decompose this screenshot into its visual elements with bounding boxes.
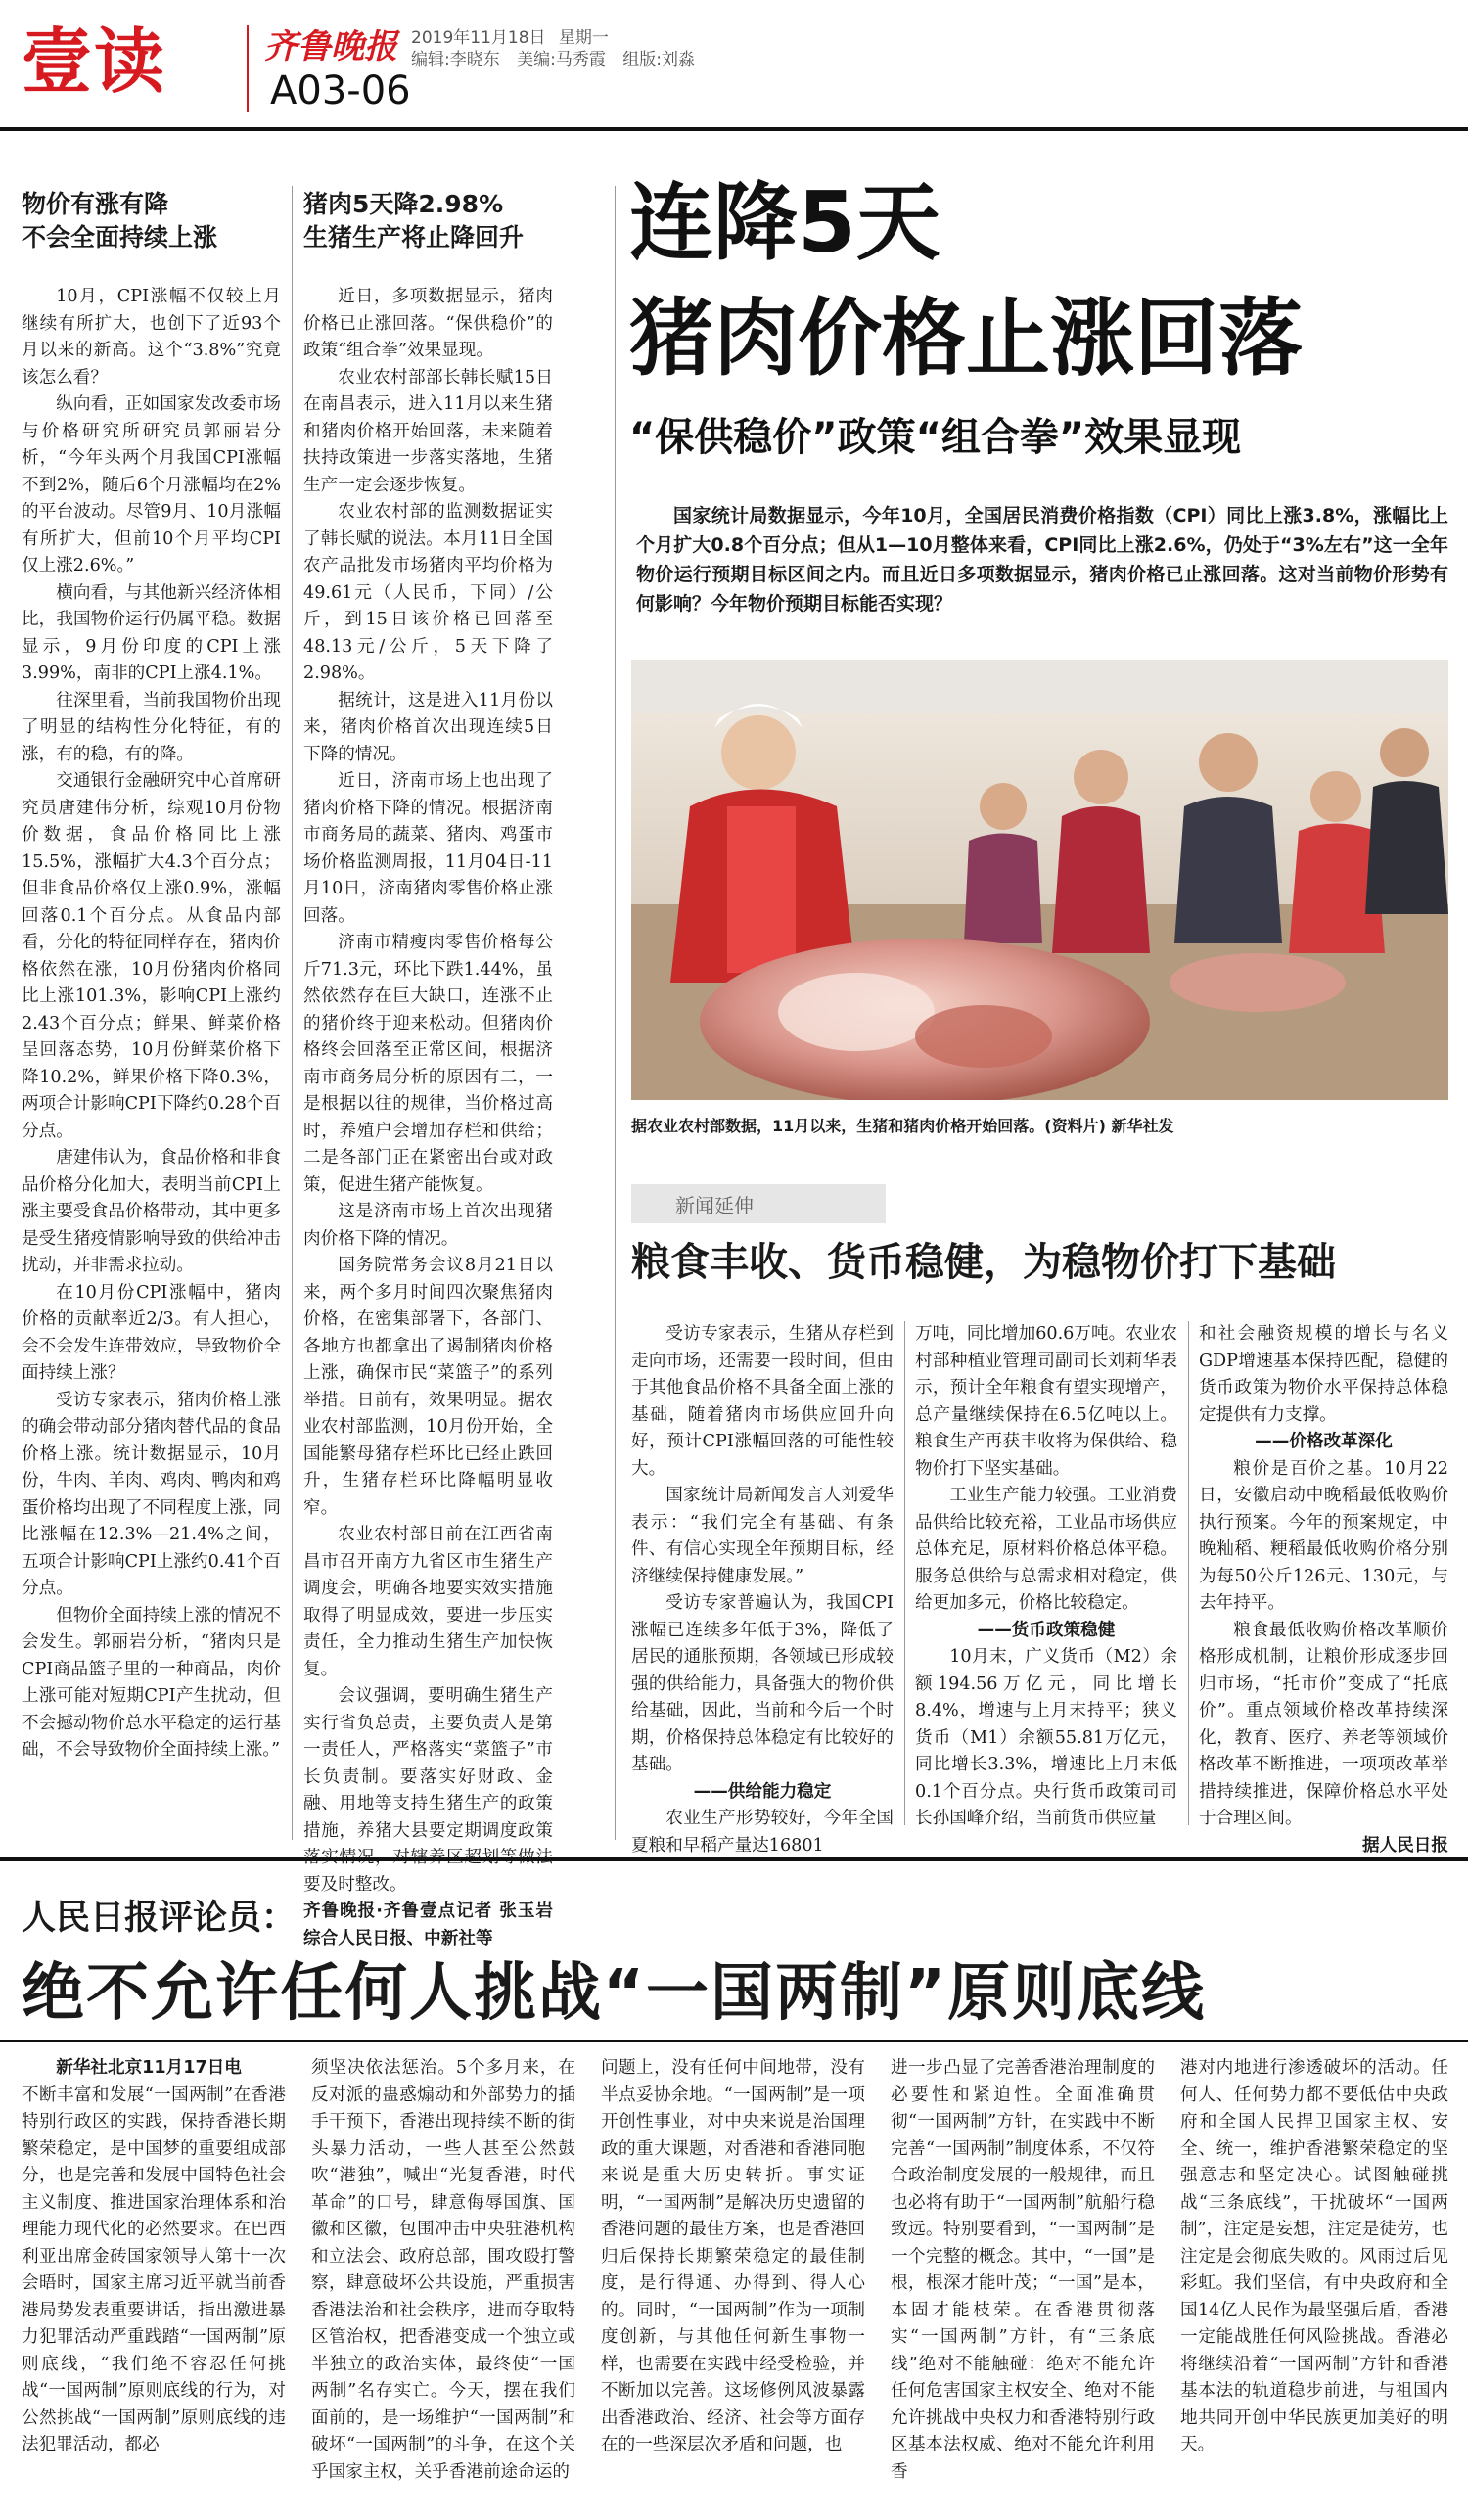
paragraph: 须坚决依法惩治。5个多月来，在反对派的蛊惑煽动和外部势力的插手干预下，香港出现持续不断的街头暴力活动，一些人甚至公然鼓吹“港独”，喊出“光复香港，时代革命”的口号，肆意侮辱国旗、国徽和区徽，包围冲击中央驻港机构和立法会、政府总部，围攻殴打警察，肆意破坏公共设施，严重损害香港法治和社会秩序，进而夺取特区管治权，把香港变成一个独立或半独立的政治实体，最终使“一国两制”名存实亡。今天，摆在我们面前的，是一场维护“一国两制”和破坏“一国两制”的斗争，在这个关乎国家主权，关乎香港前途命运的: [311, 2058, 575, 2482]
section-tag: 新闻延伸: [675, 1194, 754, 1217]
paragraph: 农业农村部部长韩长赋15日在南昌表示，进入11月以来生猪和猪肉价格开始回落，未来随着扶持政策进一步落实落地，生猪生产一定会逐步恢复。: [303, 367, 553, 495]
extension-headline: 粮食丰收、货币稳健，为稳物价打下基础: [631, 1240, 1336, 1285]
subhead-money: ——货币政策稳健: [977, 1620, 1116, 1640]
paragraph: 工业生产能力较强。工业消费品供给比较充裕，工业品市场供应总体充足，原材料价格总体平稳。服务总供给与总需求相对稳定，供给更加多元，价格比较稳定。: [915, 1486, 1177, 1613]
header-divider: [247, 25, 249, 112]
paragraph: 粮食最低收购价格改革顺价格形成机制，让粮价形成逐步回归市场，“托市价”变成了“托底价”。重点领域价格改革持续深化，教育、医疗、养老等领域价格改革不断推进，一项项改革举措持续推进，保障价格总水平处于合理区间。: [1199, 1620, 1448, 1828]
paragraph: 国家统计局新闻发言人刘爱华表示：“我们完全有基础、有条件、有信心实现全年预期目标，经济继续保持健康发展。”: [631, 1486, 894, 1586]
column-divider: [615, 186, 616, 1840]
extension-col-b: [915, 1321, 1177, 1833]
commentary-col-5: [1180, 2055, 1448, 2459]
commentary-headline: 绝不允许任何人挑战“一国两制”原则底线: [22, 1957, 1207, 2030]
paragraph: 纵向看，正如国家发改委市场与价格研究所研究员郭丽岩分析，“今年头两个月我国CPI涨幅不到2%，随后6个月涨幅均在2%的平台波动。尽管9月、10月涨幅有所扩大，但前10个月平均CPI仅上涨2.6%。”: [22, 394, 281, 575]
paragraph: 这是济南市场上首次出现猪肉价格下降的情况。: [303, 1202, 553, 1249]
paragraph: 据统计，这是进入11月份以来，猪肉价格首次出现连续5日下降的情况。: [303, 690, 553, 764]
paragraph: 农业生产形势较好，今年全国夏粮和早稻产量达16801: [631, 1809, 894, 1856]
col2-headline-line1: 猪肉5天降2.98%: [303, 190, 504, 218]
paragraph: 和社会融资规模的增长与名义GDP增速基本保持匹配，稳健的货币政策为物价水平保持总体稳定提供有力支撑。: [1199, 1324, 1448, 1425]
commentary-col-3: [601, 2055, 865, 2459]
pork-market-image: [631, 660, 1448, 1100]
paragraph: 港对内地进行渗透破坏的活动。任何人、任何势力都不要低估中央政府和全国人民捍卫国家主权、安全、统一，维护香港繁荣稳定的坚强意志和坚定决心。试图触碰挑战“三条底线”，干扰破坏“一国两制”，注定是妄想，注定是徒劳，也注定是会彻底失败的。风雨过后见彩虹。我们坚信，有中央政府和全国14亿人民作为最坚强后盾，香港一定能战胜任何风险挑战。香港必将继续沿着“一国两制”方针和香港基本法的轨道稳步前进，与祖国内地共同开创中华民族更加美好的明天。: [1180, 2058, 1448, 2454]
paragraph: 10月，CPI涨幅不仅较上月继续有所扩大，也创下了近93个月以来的新高。这个“3.8%”究竟该怎么看？: [22, 287, 281, 388]
paragraph: 往深里看，当前我国物价出现了明显的结构性分化特征，有的涨，有的稳，有的降。: [22, 690, 281, 764]
paragraph: 在10月份CPI涨幅中，猪肉价格的贡献率近2/3。有人担心，会不会发生连带效应，导致物价全面持续上涨？: [22, 1282, 281, 1383]
commentary-kicker: 人民日报评论员：: [22, 1899, 297, 1938]
extension-col-a: [631, 1321, 894, 1859]
subhead-grain: ——供给能力稳定: [693, 1781, 832, 1802]
section-brand: 壹读: [22, 21, 167, 103]
paragraph: 横向看，与其他新兴经济体相比，我国物价运行仍属平稳。数据显示，9月份印度的CPI上涨3.99%，南非的CPI上涨4.1%。: [22, 582, 281, 683]
main-headline-line2: 猪肉价格止涨回落: [629, 290, 1303, 388]
paragraph: 进一步凸显了完善香港治理制度的必要性和紧迫性。全面准确贯彻“一国两制”方针，在实践中不断完善“一国两制”制度体系，不仅符合政治制度发展的一般规律，而且也必将有助于“一国两制”航船行稳致远。特别要看到，“一国两制”是一个完整的概念。其中，“一国”是根，根深才能叶茂；“一国”是本，本固才能枝荣。在香港贯彻落实“一国两制”方针，有“三条底线”绝对不能触碰：绝对不能允许任何危害国家主权安全、绝对不能允许挑战中央权力和香港特别行政区基本法权威、绝对不能允许利用香: [891, 2058, 1155, 2482]
paragraph: 唐建伟认为，食品价格和非食品价格分化加大，表明当前CPI上涨主要受食品价格带动，其中更多是受生猪疫情影响导致的供给冲击扰动，并非需求拉动。: [22, 1148, 281, 1275]
paragraph: 济南市精瘦肉零售价格每公斤71.3元，环比下跌1.44%，虽然依然存在巨大缺口，连涨不止的猪价终于迎来松动。但猪肉价格终会回落至正常区间，根据济南市商务局分析的原因有二，一是根据以往的规律，当价格过高时，养殖户会增加存栏和供给；二是各部门正在紧密出台或对政策，促进生猪产能恢复。: [303, 933, 553, 1195]
article-col-1: [22, 188, 281, 1764]
paragraph: 交通银行金融研究中心首席研究员唐建伟分析，综观10月份物价数据，食品价格同比上涨15.5%，涨幅扩大4.3个百分点；但非食品价格仅上涨0.9%，涨幅回落0.1个百分点。从食品内部看，分化的特征同样存在，猪肉价格依然在涨，10月份猪肉价格同比上涨101.3%，影响CPI上涨约2.43个百分点；鲜果、鲜菜价格呈回落态势，10月份鲜菜价格下降10.2%，鲜果价格下降0.3%，两项合计影响CPI下降约0.28个百分点。: [22, 771, 281, 1141]
main-subtitle: “保供稳价”政策“组合拳”效果显现: [629, 415, 1242, 460]
page-number: A03-06: [270, 69, 411, 114]
lead-paragraph: 国家统计局数据显示，今年10月，全国居民消费价格指数（CPI）同比上涨3.8%，涨幅比上个月扩大0.8个百分点；但从1—10月整体来看，CPI同比上涨2.6%，仍处于“3%左右”这一全年物价运行预期目标区间之内。而且近日多项数据显示，猪肉价格已止涨回落。这对当前物价形势有何影响？今年物价预期目标能否实现？: [636, 505, 1448, 615]
paragraph: 近日，多项数据显示，猪肉价格已止涨回落。“保供稳价”的政策“组合拳”效果显现。: [303, 287, 553, 360]
paragraph: 受访专家普遍认为，我国CPI涨幅已连续多年低于3%，降低了居民的通胀预期，各领域已形成较强的供给能力，具备强大的物价供给基础，因此，当前和今后一个时期，价格保持总体稳定有比较好的基础。: [631, 1593, 894, 1774]
paragraph: 问题上，没有任何中间地带，没有半点妥协余地。“一国两制”是一项开创性事业，对中央来说是治国理政的重大课题，对香港和香港同胞来说是重大历史转折。事实证明，“一国两制”是解决历史遗留的香港问题的最佳方案，也是香港回归后保持长期繁荣稳定的最佳制度，是行得通、办得到、得人心的。同时，“一国两制”作为一项制度创新，与其他任何新生事物一样，也需要在实践中经受检验，并不断加以完善。这场修例风波暴露出香港政治、经济、社会等方面存在的一些深层次矛盾和问题，也: [601, 2058, 865, 2454]
paragraph: 粮价是百价之基。10月22日，安徽启动中晚稻最低收购价执行预案。今年的预案规定，中晚籼稻、粳稻最低收购价格分别为每50公斤126元、130元，与去年持平。: [1199, 1458, 1448, 1613]
col1-headline-line1: 物价有涨有降: [22, 190, 169, 218]
paragraph: 农业农村部的监测数据证实了韩长赋的说法。本月11日全国农产品批发市场猪肉平均价格为49.61元（人民币，下同）/公斤，到15日该价格已回落至48.13元/公斤，5天下降了2.98%。: [303, 502, 553, 683]
main-headline-line1: 连降5天: [629, 174, 940, 272]
column-divider: [904, 1321, 905, 1825]
commentary-col-2: [311, 2055, 575, 2486]
paragraph: 受访专家表示，生猪从存栏到走向市场，还需要一段时间，但由于其他食品价格不具备全面上涨的基础，随着猪肉市场供应回升向好，预计CPI涨幅回落的可能性较大。: [631, 1324, 894, 1479]
col1-headline-line2: 不会全面持续上涨: [22, 223, 218, 252]
headline-rule: [0, 2040, 1468, 2042]
col2-headline-line2: 生猪生产将止降回升: [303, 223, 525, 252]
paragraph: 近日，济南市场上也出现了猪肉价格下降的情况。根据济南市商务局的蔬菜、猪肉、鸡蛋市场价格监测周报，11月04日-11月10日，济南猪肉零售价格止涨回落。: [303, 771, 553, 926]
photo-caption: 据农业农村部数据，11月以来，生猪和猪肉价格开始回落。(资料片) 新华社发: [631, 1117, 1174, 1135]
commentary-col-1: [22, 2055, 286, 2459]
article-byline: 齐鲁晚报·齐鲁壹点记者 张玉岩综合人民日报、中新社等: [303, 1901, 553, 1948]
market-photo: [631, 660, 1448, 1100]
commentary-dateline: 新华社北京11月17日电: [56, 2058, 242, 2078]
paragraph: 10月末，广义货币（M2）余额194.56万亿元，同比增长8.4%，增速与上月末持平；狭义货币（M1）余额55.81万亿元，同比增长3.3%，增速比上月末低0.1个百分点。央行货币政策司司长孙国峰介绍，当前货币供应量: [915, 1647, 1177, 1828]
paragraph: 会议强调，要明确生猪生产实行省负总责，主要负责人是第一责任人，严格落实“菜篮子”市长负责制。要落实好财政、金融、用地等支持生猪生产的政策措施，养猪大县要定期调度政策 要及时整改。: [303, 1686, 553, 1895]
header-rule: [0, 127, 1468, 131]
paragraph: 受访专家表示，猪肉价格上涨的确会带动部分猪肉替代品的食品价格上涨。统计数据显示，10月份，牛肉、羊肉、鸡肉、鸭肉和鸡蛋价格均出现了不同程度上涨，同比涨幅在12.3%—21.4%之间，五项合计影响CPI上涨约0.41个百分点。: [22, 1390, 281, 1598]
article-col-2: [303, 188, 553, 1952]
paragraph: 万吨，同比增加60.6万吨。农业农村部种植业管理司副司长刘莉华表示，预计全年粮食有望实现增产，总产量继续保持在6.5亿吨以上。粮食生产再获丰收将为保供给、稳物价打下坚实基础。: [915, 1324, 1177, 1479]
paragraph: 但物价全面持续上涨的情况不会发生。郭丽岩分析，“猪肉只是CPI商品篮子里的一种商品，肉价上涨可能对短期CPI产生扰动，但不会撼动物价总水平稳定的运行基础，不会导致物价全面持续上涨。”: [22, 1605, 281, 1760]
issue-date: 2019年11月18日 星期一: [411, 28, 609, 48]
commentary-col-4: [891, 2055, 1155, 2486]
paragraph: 农业农村部日前在江西省南昌市召开南方九省区市生猪生产调度会，明确各地要实效实措施取得了明显成效，要进一步压实责任，全力推动生猪生产加快恢复。: [303, 1525, 553, 1679]
column-divider: [292, 186, 293, 1840]
newspaper-logo: 齐鲁晚报: [264, 27, 397, 67]
extension-col-c: [1199, 1321, 1448, 1859]
section-rule: [0, 1857, 1468, 1861]
source-credit: 据人民日报: [1362, 1835, 1448, 1856]
subhead-reform: ——价格改革深化: [1255, 1432, 1393, 1451]
paragraph: 国务院常务会议8月21日以来，两个多月时间四次聚焦猪肉价格，在密集部署下，各部门、各地方也都拿出了遏制猪肉价格上涨，确保市民“菜篮子”的系列举措。日前有，效果明显。据农业农村部监测，10月份开始，全国能繁母猪存栏环比已经止跌回升，生猪存栏环比降幅明显收窄。: [303, 1256, 553, 1518]
column-divider: [1188, 1321, 1189, 1825]
paragraph: 不断丰富和发展“一国两制”在香港特别行政区的实践，保持香港长期繁荣稳定，是中国梦的重要组成部分，也是完善和发展中国特色社会主义制度、推进国家治理体系和治理能力现代化的必然要求。在巴西利亚出席金砖国家领导人第十一次会晤时，国家主席习近平就当前香港局势发表重要讲话，指出激进暴力犯罪活动严重践踏“一国两制”原则底线，“我们绝不容忍任何挑战“一国两制”原则底线的行为，对公然挑战“一国两制”原则底线的违法犯罪活动，都必: [22, 2085, 286, 2454]
editor-credits: 编辑:李晓东 美编:马秀霞 组版:刘淼: [411, 50, 695, 69]
section-tag-bg: [631, 1184, 886, 1223]
